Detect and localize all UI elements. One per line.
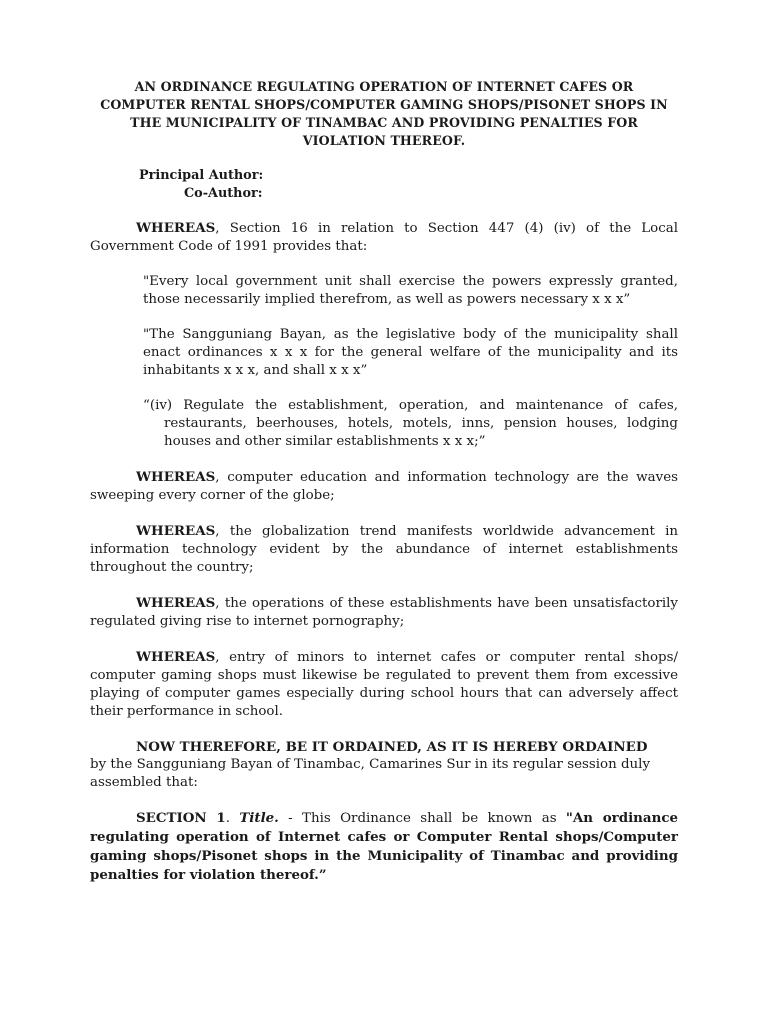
whereas-paragraph-4	[90, 594, 678, 631]
document-page	[90, 78, 678, 885]
whereas-text: , the globalization trend manifests worldwide advancement in information technology evident by the abundance of internet establishments throughout the country;	[90, 524, 678, 575]
ordaining-clause	[90, 738, 678, 792]
whereas-keyword: WHEREAS	[136, 523, 216, 539]
authors-block	[90, 167, 678, 203]
whereas-text: , Section 16 in relation to Section 447 (4) (iv) of the Local Government Code of 1991 provides that:	[90, 221, 678, 254]
ordaining-text: by the Sangguniang Bayan of Tinambac, Camarines Sur in its regular session duly assembled that:	[90, 757, 651, 790]
section-label: SECTION 1	[136, 810, 226, 826]
quote-1: "Every local government unit shall exercise the powers expressly granted, those necessarily implied therefrom, as well as powers necessary x x x”	[143, 274, 678, 307]
section-title-word: Title.	[239, 810, 279, 826]
whereas-keyword: WHEREAS	[136, 595, 216, 611]
whereas-paragraph-5	[90, 648, 678, 721]
section-dot: .	[225, 811, 240, 826]
principal-author-label: Principal Author:	[139, 168, 264, 183]
ordaining-heading: NOW THEREFORE, BE IT ORDAINED, AS IT IS HEREBY ORDAINED	[136, 739, 648, 755]
whereas-text: , computer education and information technology are the waves sweeping every corner of the globe;	[90, 470, 678, 503]
whereas-paragraph-2	[90, 468, 678, 505]
section-1	[90, 809, 678, 885]
section-text: - This Ordinance shall be known as	[278, 811, 566, 826]
ordinance-name: "An ordinance regulating operation of Internet cafes or Computer Rental shops/Computer gaming shops/Pisonet shops in the Municipality of Tinambac and providing penalties for violation thereof.”	[90, 810, 679, 883]
whereas-keyword: WHEREAS	[136, 649, 216, 665]
document-title: AN ORDINANCE REGULATING OPERATION OF INTERNET CAFES OR COMPUTER RENTAL SHOPS/COMPUTER GAMING SHOPS/PISONET SHOPS IN THE MUNICIPALITY OF TINAMBAC AND PROVIDING PENALTIES FOR VIOLATION THEREOF.	[100, 79, 668, 148]
whereas-keyword: WHEREAS	[136, 469, 216, 485]
whereas-text: , entry of minors to internet cafes or computer rental shops/ computer gaming shops must likewise be regulated to prevent them from excessive playing of computer games especially during school hours that can adversely affect their performance in school.	[90, 650, 678, 719]
quote-2: "The Sangguniang Bayan, as the legislative body of the municipality shall enact ordinances x x x for the general welfare of the municipality and its inhabitants x x x, and shall x x x”	[143, 327, 678, 378]
whereas-paragraph-3	[90, 522, 678, 577]
quote-3: “(iv) Regulate the establishment, operation, and maintenance of cafes, restaurants, beerhouses, hotels, motels, inns, pension houses, lodging houses and other similar establishments x x x;”	[143, 398, 678, 449]
co-author-label: Co-Author:	[184, 186, 263, 201]
whereas-text: , the operations of these establishments have been unsatisfactorily regulated giving rise to internet pornography;	[90, 596, 678, 629]
whereas-paragraph-1	[90, 219, 678, 256]
whereas-keyword: WHEREAS	[136, 220, 216, 236]
